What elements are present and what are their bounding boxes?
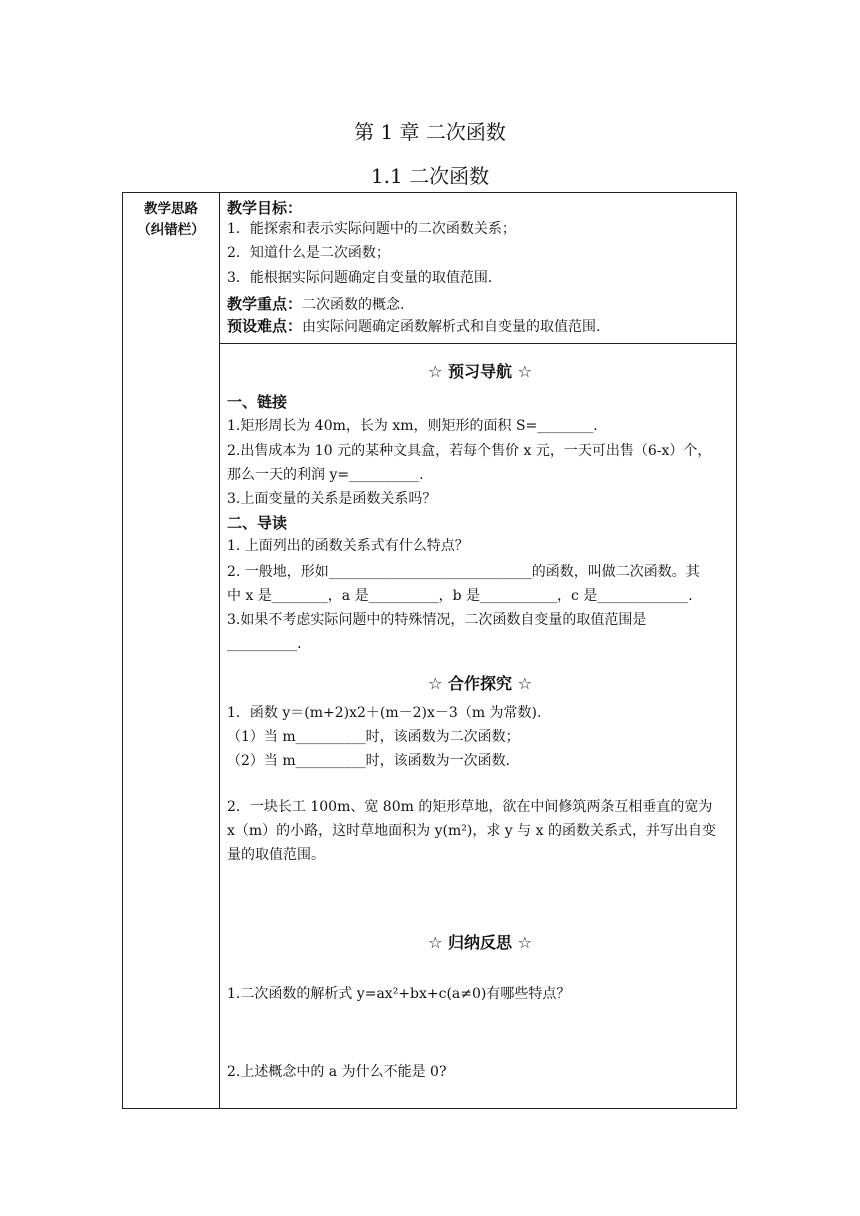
- preview-heading: ☆ 预习导航 ☆: [428, 362, 532, 381]
- read-heading: 二、导读: [227, 514, 288, 532]
- left-column-line1: 教学思路: [144, 201, 198, 217]
- left-column-heading: [123, 199, 219, 241]
- link-question-1: 1.矩形周长为 40m，长为 xm，则矩形的面积 S=________.: [227, 418, 598, 434]
- reflect-question-1: 1.二次函数的解析式 y=ax²+bx+c(a≠0)有哪些特点？: [227, 986, 571, 1002]
- left-column-line2: （纠错栏）: [137, 222, 205, 238]
- link-heading: 一、链接: [227, 393, 288, 411]
- difficulty-text: 由实际问题确定函数解析式和自变量的取值范围.: [302, 319, 601, 335]
- explore-problem-2b: x（m）的小路，这时草地面积为 y(m²)，求 y 与 x 的函数关系式，并写出自变: [227, 823, 716, 839]
- link-question-2a: 2.出售成本为 10 元的某种文具盒，若每个售价 x 元，一天可出售（6-x）个，: [227, 443, 712, 459]
- read-item-3b: __________.: [227, 636, 302, 652]
- section-title: 1.1 二次函数: [370, 164, 490, 188]
- section-divider: [219, 343, 736, 344]
- read-item-1: 1. 上面列出的函数关系式有什么特点？: [227, 538, 469, 554]
- explore-problem-2a: 2．一块长工 100m、宽 80m 的矩形草地，欲在中间修筑两条互相垂直的宽为: [227, 799, 713, 815]
- explore-problem-1b: （2）当 m__________时，该函数为一次函数．: [227, 753, 520, 769]
- read-item-2b: 中 x 是________，a 是__________，b 是___________，c 是_____________.: [227, 588, 693, 604]
- link-question-3: 3.上面变量的关系是函数关系吗？: [227, 491, 437, 507]
- goal-item-3: 3．能根据实际问题确定自变量的取值范围．: [227, 270, 502, 286]
- key-point-text: 二次函数的概念.: [302, 297, 405, 313]
- reflect-question-2: 2.上述概念中的 a 为什么不能是 0?: [227, 1064, 447, 1080]
- key-point: [227, 295, 404, 314]
- read-item-3a: 3.如果不考虑实际问题中的特殊情况，二次函数自变量的取值范围是: [227, 612, 647, 628]
- explore-problem-1: 1．函数 y＝(m+2)x2＋(m－2)x－3（m 为常数).: [227, 705, 542, 721]
- goals-heading: 教学目标：: [227, 199, 303, 217]
- explore-problem-1a: （1）当 m__________时，该函数为二次函数；: [227, 729, 520, 745]
- difficulty-label: 预设难点：: [227, 317, 303, 335]
- explore-heading: ☆ 合作探究 ☆: [428, 674, 532, 693]
- chapter-title: 第 1 章 二次函数: [354, 120, 506, 144]
- key-point-label: 教学重点：: [227, 295, 303, 313]
- read-item-2a: 2. 一般地，形如_____________________________的函数，叫做二次函数。其: [227, 564, 700, 580]
- reflect-heading: ☆ 归纳反思 ☆: [428, 933, 532, 952]
- goal-item-1: 1．能探索和表示实际问题中的二次函数关系；: [227, 221, 516, 237]
- lesson-table: [122, 192, 737, 1109]
- explore-problem-2c: 量的取值范围。: [227, 847, 325, 863]
- goal-item-2: 2．知道什么是二次函数；: [227, 245, 390, 261]
- column-divider: [219, 193, 220, 1108]
- link-question-2b: 那么一天的利润 y=__________.: [227, 467, 424, 483]
- difficulty: [227, 317, 600, 336]
